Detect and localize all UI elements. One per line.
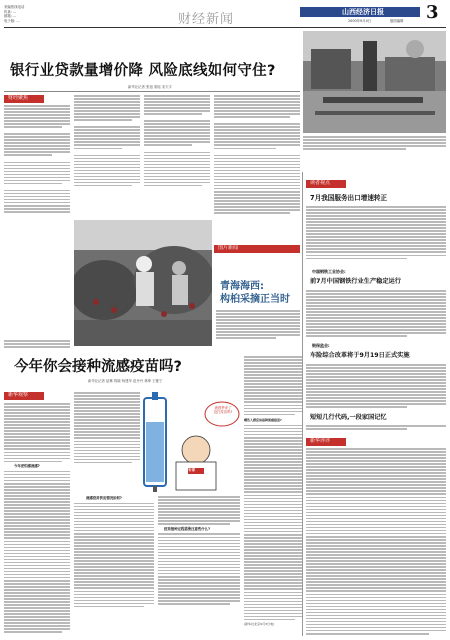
header-info-block: [4, 5, 74, 23]
header-rule: [4, 27, 446, 28]
vaccine-col-3: [74, 496, 154, 636]
harvest-story-title: 青海海西: 构桕采摘正当时: [220, 281, 290, 305]
vaccine-section-bar: 新华观察: [4, 392, 44, 400]
right-story-2-kicker: 中国钢铁工业协会:: [312, 269, 346, 274]
factory-photo-caption: [303, 136, 446, 166]
paper-name: 山西经济日报: [342, 8, 384, 16]
top-story-col-4: [214, 95, 300, 245]
top-story-col-1: [4, 105, 70, 335]
commentary-bar: 新华评评: [306, 438, 346, 446]
harvest-photo: [74, 220, 212, 346]
vaccine-subhead-3: 疫苗接种过程需要注意些什么?: [164, 526, 211, 531]
readers-view-bar: 读者视点: [306, 180, 346, 188]
cartoon-label: 专家: [188, 468, 196, 472]
header-info-line: 电子版: ...: [4, 18, 20, 23]
vaccine-cartoon: [140, 392, 240, 492]
right-story-3-text: [306, 364, 446, 414]
finance-focus-bar: 财经聚焦: [4, 95, 44, 103]
commentary-text: [306, 448, 446, 636]
top-story-title: 银行业贷款量增价降 风险底线如何守住?: [10, 63, 276, 79]
header-editor: 版面编辑: [390, 19, 404, 23]
top-story-col-3: [144, 95, 210, 215]
vaccine-subhead-4: 哪些人群应该接种流感疫苗?: [244, 418, 282, 423]
top-story-col-2: [74, 95, 140, 215]
column-divider: [302, 172, 303, 636]
harvest-story-text: [216, 310, 300, 350]
vaccine-story-title: 今年你会接种流感疫苗吗?: [14, 359, 182, 375]
header-section-name: 财经新闻: [178, 12, 235, 27]
vaccine-story-byline: 新华社记者 赵琳 郭晓 杨建华 赵丹丹 林坤 王雅宁: [88, 379, 163, 383]
vaccine-col-5: [244, 356, 302, 636]
right-story-3-title: 车险综合改革将于9月19日正式实施: [310, 352, 410, 359]
right-story-2-text: [306, 290, 446, 344]
header-info-line: 邮箱: ...: [4, 14, 17, 19]
right-story-2-title: 前7月中国钢铁行业生产稳定运行: [310, 278, 401, 285]
photo-news-bar: 图片新闻: [214, 245, 300, 253]
page-number: 3: [426, 2, 439, 23]
right-story-4-title: 短短几行代码,一段家国记忆: [310, 414, 387, 421]
top-story-byline: 新华社记者 张旭 梁瑶 宋天宇: [128, 85, 172, 89]
header-info-line: 传真: ...: [4, 9, 17, 14]
cartoon-bubble-text: 流感季来了 没打疫苗吗?: [213, 406, 233, 415]
right-story-4-text: [306, 425, 446, 435]
vaccine-subhead-2: 流感疫苗供应情况如何?: [86, 496, 122, 500]
vaccine-col-2: [74, 392, 140, 472]
right-story-3-kicker: 银保监会:: [312, 343, 330, 348]
right-story-1-text: [306, 206, 446, 264]
right-story-1-title: 7月我国服务出口增速转正: [310, 194, 388, 202]
vaccine-col-1: [4, 403, 70, 635]
factory-photo: [303, 31, 446, 133]
header-date: 2000年9月4日: [348, 19, 372, 23]
top-story-rule: [4, 91, 300, 92]
vaccine-col-4: [158, 496, 240, 636]
header-info-line: 采编热线电话: [4, 5, 25, 9]
vaccine-dateline: (新华社北京9月3日电): [244, 621, 275, 626]
vaccine-subhead-1: 今年更怕感流感?: [14, 464, 40, 469]
harvest-left-text: [4, 340, 70, 354]
